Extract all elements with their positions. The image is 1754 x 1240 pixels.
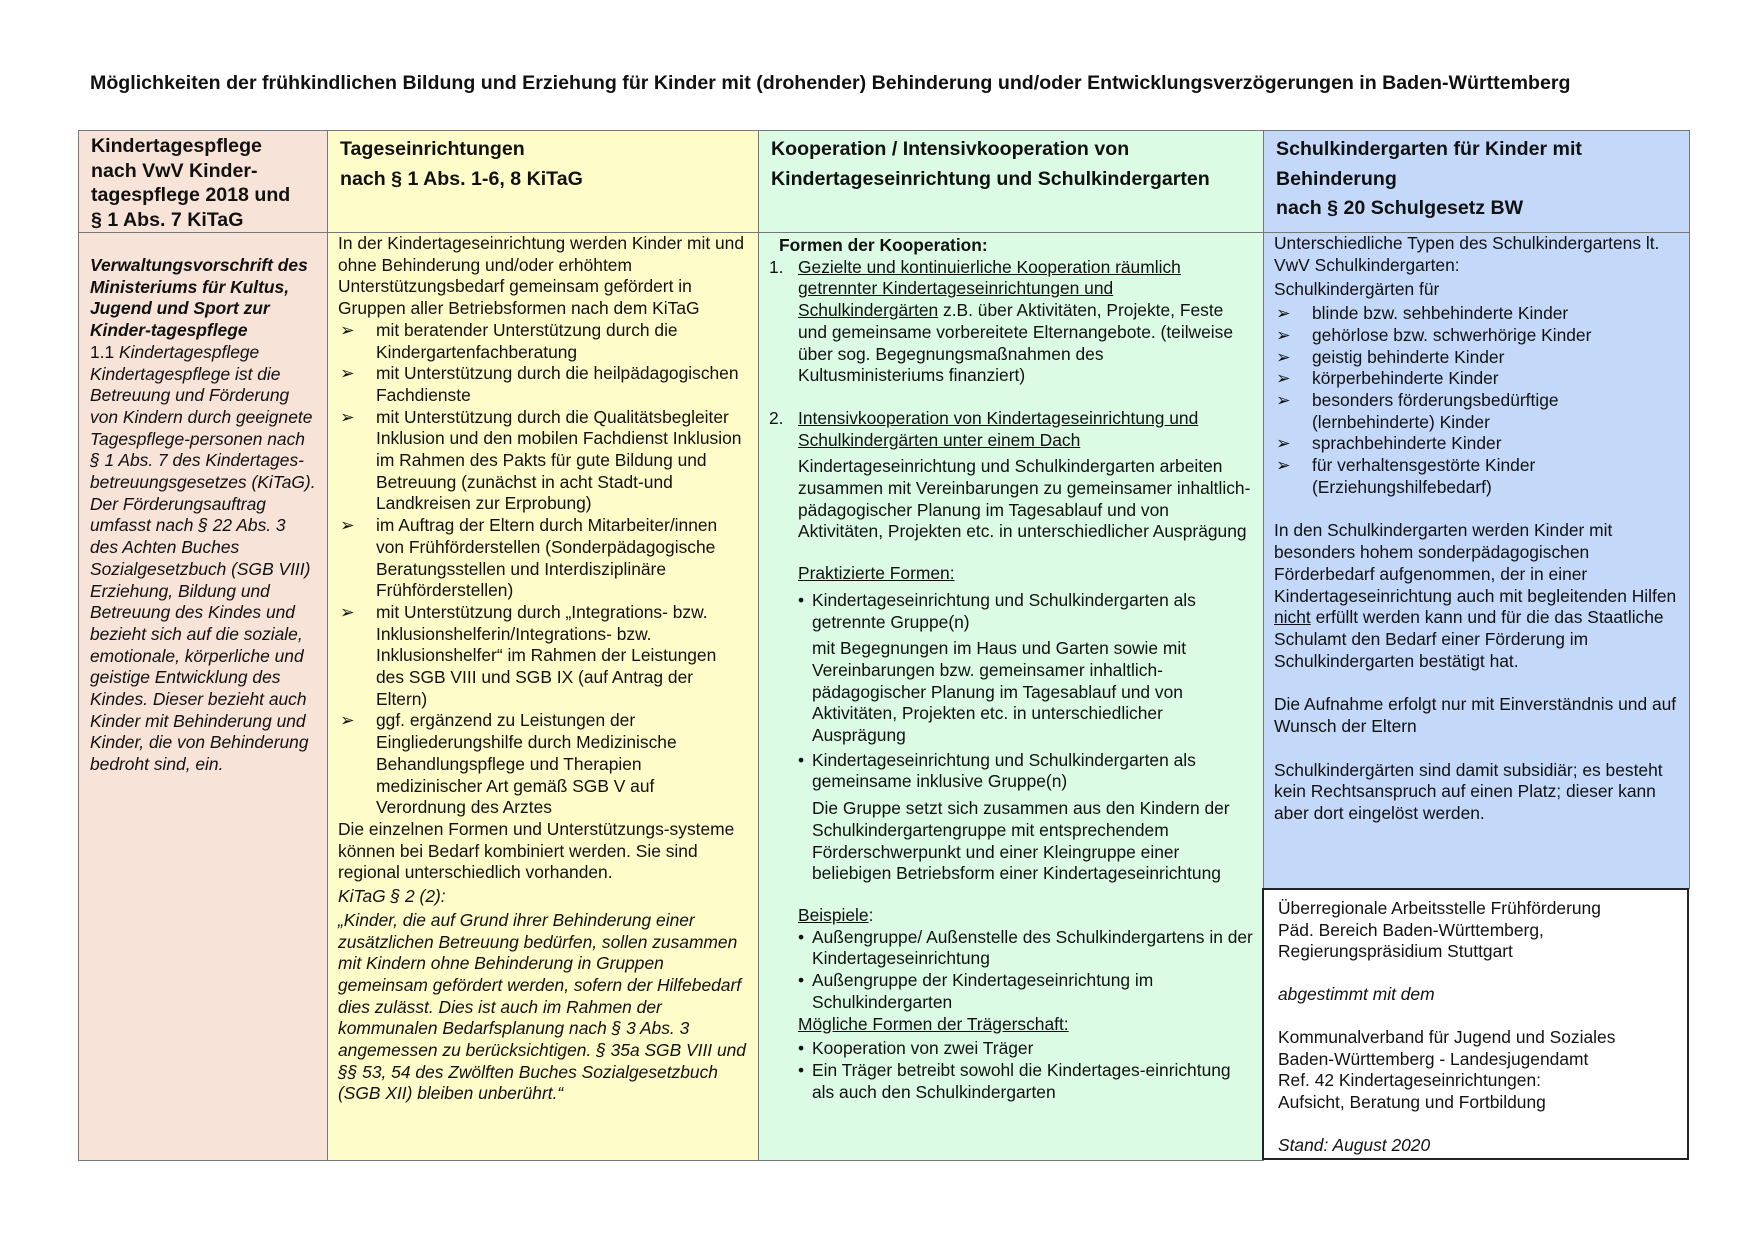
practiced-forms-list	[769, 590, 1253, 885]
list-item-text: Kooperation von zwei Träger	[812, 1038, 1034, 1059]
header-line: nach VwV Kinder-	[91, 159, 258, 182]
item-heading: Gezielte und kontinuierliche Kooperation räumlich getrennter Kindertageseinrichtungen und Schulkindergärten	[798, 256, 1181, 321]
arrow-bullet-icon: ➢	[1276, 389, 1291, 410]
bullet-icon: •	[798, 970, 805, 991]
list-item	[1274, 433, 1679, 455]
bullet-icon: •	[798, 926, 805, 947]
arrow-bullet-icon: ➢	[340, 710, 355, 731]
admission-text	[1274, 498, 1679, 672]
kindergarten-types-list	[1274, 301, 1679, 498]
intro-text: Unterschiedliche Typen des Schulkindergartens lt. VwV Schulkindergarten:	[1274, 233, 1660, 275]
page-title: Möglichkeiten der frühkindlichen Bildung und Erziehung für Kinder mit (drohender) Behinderung und/oder Entwicklungsverzögerungen in Baden-Württemberg	[90, 72, 1571, 94]
list-item-title: Kindertageseinrichtung und Schulkindergarten als getrennte Gruppe(n)	[812, 589, 1196, 632]
arrow-bullet-icon: ➢	[340, 319, 355, 340]
partner-line: Aufsicht, Beratung und Fortbildung	[1278, 1091, 1546, 1112]
list-title: Schulkindergärten für	[1274, 279, 1440, 300]
header-line: Kooperation / Intensivkooperation von	[771, 138, 1130, 160]
list-item	[338, 710, 748, 819]
list-item	[798, 590, 1253, 747]
examples-title: Beispiele	[798, 904, 869, 925]
partner-line: Ref. 42 Kindertageseinrichtungen:	[1278, 1070, 1541, 1091]
list-item	[769, 257, 1253, 408]
list-item	[798, 747, 1253, 885]
vwv-heading: Verwaltungsvorschrift des Ministeriums für Kultus, Jugend und Sport zur Kinder-tagespflege	[90, 255, 308, 341]
list-item-text: blinde bzw. sehbehinderte Kinder	[1312, 303, 1569, 324]
list-item	[338, 407, 748, 516]
kindertagespflege-text: Kindertagespflege ist die Betreuung und Förderung von Kindern durch geeignete Tagespflege-personen nach § 1 Abs. 7 des Kindertages-betreuungsgesetzes (KiTaG). Der Förderungsauftrag umfasst nach § 22 Abs. 3 des Achten Buches Sozialgesetzbuch (SGB VIII) Erziehung, Bildung und Betreuung des Kindes und bezieht sich auf die soziale, emotionale, körperliche und geistige Entwicklung des Kindes. Dieser bezieht auch Kinder mit Behinderung und Kinder, die von Behinderung bedroht sind, ein.	[90, 363, 316, 775]
bullet-icon: •	[798, 589, 805, 610]
intro-text: In der Kindertageseinrichtung werden Kinder mit und ohne Behinderung und/oder erhöhtem Unterstützungsbedarf gemeinsam gefördert in Gruppen aller Betriebsformen nach dem KiTaG	[338, 233, 745, 319]
arrow-bullet-icon: ➢	[340, 515, 355, 536]
admission-text-part: erfüllt werden kann und für die das Staatliche Schulamt den Bedarf einer Förderung im Schulkindergarten bestätigt hat.	[1274, 607, 1664, 671]
body-kooperation	[758, 232, 1264, 1161]
examples-list	[769, 927, 1253, 1014]
arrow-bullet-icon: ➢	[1276, 303, 1291, 324]
sponsorship-title: Mögliche Formen der Trägerschaft:	[798, 1013, 1069, 1034]
law-quote: „Kinder, die auf Grund ihrer Behinderung einer zusätzlichen Betreuung bedürfen, sollen zusammen mit Kindern ohne Behinderung in Gruppen gemeinsam gefördert werden, sofern der Hilfebedarf dies zulässt. Dies ist auch im Rahmen der kommunalen Bedarfsplanung nach § 3 Abs. 3 angemessen zu berücksichtigen. § 35a SGB VIII und §§ 53, 54 des Zwölften Buches Sozialgesetzbuch (SGB XII) bleiben unberührt.“	[338, 909, 746, 1104]
header-line: Tageseinrichtungen	[340, 138, 525, 160]
admission-emphasis: nicht	[1274, 607, 1311, 628]
arrow-bullet-icon: ➢	[1276, 433, 1291, 454]
body-tageseinrichtungen	[327, 232, 759, 1161]
list-item-text: mit Unterstützung durch die Qualitätsbegleiter Inklusion und den mobilen Fachdienst Inklusion im Rahmen des Pakts für gute Bildung und Betreuung (zunächst in acht Stadt-und Landkreisen zur Erprobung)	[376, 406, 742, 514]
header-line: Behinderung	[1276, 167, 1397, 190]
list-item	[1274, 455, 1679, 498]
list-item-text: Außengruppe/ Außenstelle des Schulkindergartens in der Kindertageseinrichtung	[812, 926, 1253, 969]
body-schulkindergarten	[1263, 232, 1690, 889]
list-item-text: körperbehinderte Kinder	[1312, 368, 1499, 389]
list-item	[338, 515, 748, 602]
list-item	[1274, 390, 1679, 433]
header-line: § 1 Abs. 7 KiTaG	[91, 208, 244, 231]
list-item-text: im Auftrag der Eltern durch Mitarbeiter/innen von Frühförderstellen (Sonderpädagogische Beratungsstellen und Interdisziplinäre Frühförderstellen)	[376, 515, 718, 601]
list-item-text: sprachbehinderte Kinder	[1312, 433, 1502, 454]
list-item-text: ggf. ergänzend zu Leistungen der Eingliederungshilfe durch Medizinische Behandlungspflege und Therapien medizinischer Art gemäß SGB V auf Verordnung des Arztes	[376, 710, 677, 818]
section-title: Kindertagespflege	[119, 341, 260, 362]
arrow-bullet-icon: ➢	[1276, 324, 1291, 345]
list-item-text: Die Gruppe setzt sich zusammen aus den Kindern der Schulkindergartengruppe mit entsprechendem Förderschwerpunkt und einer Kleingruppe einer beliebigen Betriebsform einer Kindertageseinrichtung	[812, 798, 1230, 884]
list-item-text: mit Begegnungen im Haus und Garten sowie mit Vereinbarungen bzw. gemeinsamer inhaltlich-pädagogischer Planung im Tagesablauf und von Aktivitäten, Projekten etc. in unterschiedlicher Ausprägung	[812, 638, 1187, 746]
partner-line: Kommunalverband für Jugend und Soziales	[1278, 1026, 1616, 1047]
agreed-note: abgestimmt mit dem	[1278, 984, 1435, 1005]
sponsorship-list	[769, 1038, 1253, 1103]
item-number: 1.	[769, 256, 784, 277]
practiced-forms-title: Praktizierte Formen:	[798, 563, 955, 584]
bullet-icon: •	[798, 749, 805, 770]
list-item	[798, 970, 1253, 1013]
list-item	[798, 1060, 1253, 1103]
list-item	[1274, 303, 1679, 325]
header-line: nach § 20 Schulgesetz BW	[1276, 197, 1524, 219]
list-item-text: besonders förderungsbedürftige (lernbehinderte) Kinder	[1312, 389, 1559, 432]
header-kooperation	[758, 130, 1264, 233]
publisher-box	[1262, 888, 1689, 1160]
consent-text: Die Aufnahme erfolgt nur mit Einverständnis und auf Wunsch der Eltern	[1274, 694, 1677, 737]
examples-colon: :	[868, 904, 874, 925]
list-item	[1274, 347, 1679, 369]
publisher-line: Regierungspräsidium Stuttgart	[1278, 941, 1513, 962]
section-number: 1.1	[90, 341, 115, 362]
arrow-bullet-icon: ➢	[340, 601, 355, 622]
arrow-bullet-icon: ➢	[1276, 455, 1291, 476]
list-item	[769, 408, 1253, 543]
arrow-bullet-icon: ➢	[340, 363, 355, 384]
list-item	[798, 1038, 1253, 1060]
cooperation-forms	[769, 257, 1253, 543]
publisher-line: Überregionale Arbeitsstelle Frühförderung	[1278, 898, 1601, 918]
header-line: Kindertageseinrichtung und Schulkindergarten	[771, 167, 1210, 190]
header-line: Kindertagespflege	[91, 135, 262, 157]
header-schulkindergarten	[1263, 130, 1690, 233]
law-reference: KiTaG § 2 (2):	[338, 886, 446, 907]
list-item	[1274, 325, 1679, 347]
list-item-text: geistig behinderte Kinder	[1312, 346, 1505, 367]
body-kindertagespflege	[78, 232, 328, 1161]
item-number: 2.	[769, 407, 784, 428]
list-item-text: Außengruppe der Kindertageseinrichtung im Schulkindergarten	[812, 970, 1154, 1012]
combination-text: Die einzelnen Formen und Unterstützungs-systeme können bei Bedarf kombiniert werden. Sie sind regional unterschiedlich vorhanden.	[338, 818, 735, 883]
list-item	[798, 927, 1253, 970]
bullet-icon: •	[798, 1038, 805, 1059]
list-item-text: für verhaltensgestörte Kinder (Erziehungshilfebedarf)	[1312, 455, 1536, 497]
list-item	[1274, 368, 1679, 390]
arrow-bullet-icon: ➢	[1276, 368, 1291, 389]
forms-title: Formen der Kooperation:	[779, 235, 988, 255]
subsidiarity-text: Schulkindergärten sind damit subsidiär; es besteht kein Rechtsanspruch auf einen Platz; dieser kann aber dort eingelöst werden.	[1274, 759, 1663, 824]
list-item-text: mit Unterstützung durch „Integrations- bzw. Inklusionshelferin/Integrations- bzw. Inklusionshelfer“ im Rahmen der Leistungen des SGB VIII und SGB IX (auf Antrag der Eltern)	[376, 601, 717, 709]
arrow-bullet-icon: ➢	[340, 406, 355, 427]
list-item-title: Kindertageseinrichtung und Schulkindergarten als gemeinsame inklusive Gruppe(n)	[812, 749, 1196, 792]
publisher-line: Päd. Bereich Baden-Württemberg,	[1278, 919, 1544, 940]
header-kindertagespflege	[78, 130, 328, 233]
list-item	[338, 602, 748, 711]
item-text: Kindertageseinrichtung und Schulkindergarten arbeiten zusammen mit Vereinbarungen zu gemeinsamer inhaltlich-pädagogischer Planung im Tagesablauf und von Aktivitäten, Projekten etc. in unterschiedlicher Ausprägung	[798, 456, 1251, 542]
arrow-bullet-icon: ➢	[1276, 346, 1291, 367]
list-item	[338, 320, 748, 363]
partner-line: Baden-Württemberg - Landesjugendamt	[1278, 1048, 1589, 1069]
header-line: tagespflege 2018 und	[91, 184, 291, 206]
item-text: z.B. über Aktivitäten, Projekte, Feste und gemeinsame vorbereitete Elternangebote. (teilweise über sog. Begegnungsmaßnahmen des Kultusministeriums finanziert)	[798, 300, 1234, 386]
list-item-text: gehörlose bzw. schwerhörige Kinder	[1312, 324, 1592, 345]
bullet-icon: •	[798, 1059, 805, 1080]
list-item-text: mit beratender Unterstützung durch die Kindergartenfachberatung	[376, 319, 678, 362]
list-item-text: mit Unterstützung durch die heilpädagogischen Fachdienste	[376, 363, 739, 405]
list-item-text: Ein Träger betreibt sowohl die Kindertages-einrichtung als auch den Schulkindergarten	[812, 1059, 1231, 1102]
header-line: nach § 1 Abs. 1-6, 8 KiTaG	[340, 167, 583, 190]
status-date: Stand: August 2020	[1278, 1134, 1431, 1155]
item-heading: Intensivkooperation von Kindertageseinrichtung und Schulkindergärten unter einem Dach	[798, 407, 1199, 450]
admission-text-part: In den Schulkindergarten werden Kinder mit besonders hohem sonderpädagogischen Förderbedarf aufgenommen, der in einer Kindertageseinrichtung auch mit begleitenden Hilfen	[1274, 520, 1677, 606]
header-tageseinrichtungen	[327, 130, 759, 233]
header-line: Schulkindergarten für Kinder mit	[1276, 138, 1582, 160]
support-list	[338, 320, 748, 819]
list-item	[338, 363, 748, 406]
